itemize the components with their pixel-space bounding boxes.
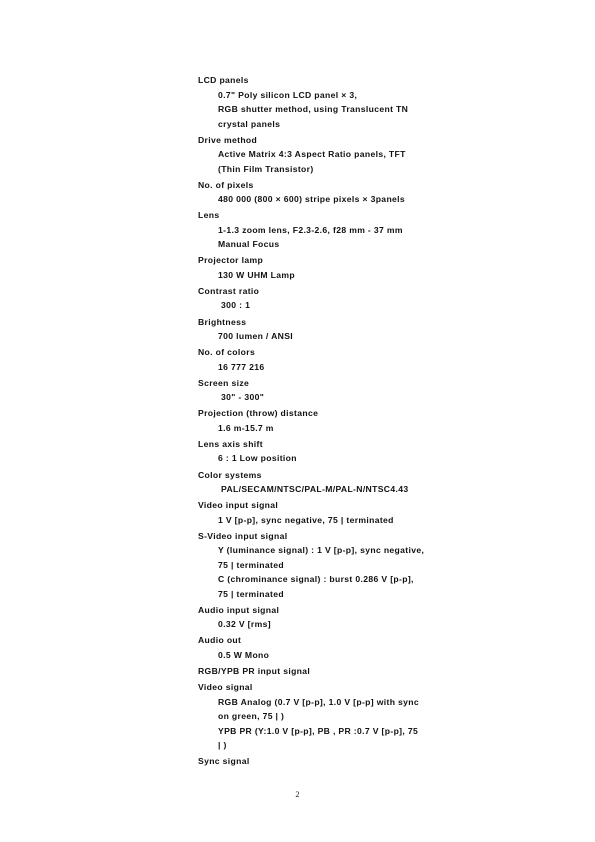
spec-heading: Drive method (198, 134, 258, 145)
spec-value: | ) (218, 740, 227, 751)
spec-value: PAL/SECAM/NTSC/PAL-M/PAL-N/NTSC4.43 (221, 484, 409, 495)
spec-value: 1-1.3 zoom lens, F2.3-2.6, f28 mm - 37 mm (218, 224, 403, 235)
spec-value: 6 : 1 Low position (218, 453, 297, 464)
spec-heading: Color systems (198, 469, 262, 480)
spec-value: 0.32 V [rms] (218, 619, 271, 630)
spec-heading: Sync signal (198, 756, 250, 767)
spec-value: on green, 75 | ) (218, 711, 285, 722)
spec-heading: Lens (198, 210, 220, 221)
spec-value: (Thin Film Transistor) (218, 163, 314, 174)
spec-value: 75 | terminated (218, 559, 284, 570)
spec-value: 16 777 216 (218, 361, 265, 372)
spec-heading: LCD panels (198, 75, 249, 85)
spec-value: 480 000 (800 × 600) stripe pixels × 3panels (218, 194, 406, 205)
page-number: 2 (295, 789, 300, 799)
spec-value: Y (luminance signal) : 1 V [p-p], sync negative, (218, 545, 425, 556)
spec-heading: RGB/YPB PR input signal (198, 666, 311, 676)
spec-heading: Video signal (198, 682, 253, 693)
spec-value: Active Matrix 4:3 Aspect Ratio panels, TFT (218, 149, 406, 160)
spec-heading: Lens axis shift (198, 438, 263, 449)
spec-heading: No. of colors (198, 347, 256, 358)
spec-value: 75 | terminated (218, 588, 284, 599)
spec-heading: Brightness (198, 316, 247, 327)
spec-heading: Contrast ratio (198, 285, 260, 296)
spec-value: YPB PR (Y:1.0 V [p-p], PB , PR :0.7 V [p-p], 75 (218, 725, 419, 736)
spec-heading: Projector lamp (198, 255, 264, 266)
spec-value: 0.5 W Mono (218, 649, 270, 660)
spec-value: 300 : 1 (221, 300, 251, 311)
spec-value: C (chrominance signal) : burst 0.286 V [p-p], (218, 574, 414, 585)
spec-heading: Projection (throw) distance (198, 408, 319, 419)
spec-heading: Audio out (198, 635, 242, 646)
spec-value: 130 W UHM Lamp (218, 269, 296, 280)
spec-value: 700 lumen / ANSI (218, 331, 294, 342)
spec-value: crystal panels (218, 118, 281, 129)
spec-value: 30" - 300" (221, 392, 265, 403)
spec-value: RGB Analog (0.7 V [p-p], 1.0 V [p-p] with sync (218, 696, 420, 707)
spec-value: Manual Focus (218, 239, 280, 250)
spec-value: 0.7" Poly silicon LCD panel × 3, (218, 89, 358, 100)
spec-value: RGB shutter method, using Translucent TN (218, 104, 409, 114)
spec-heading: Video input signal (198, 500, 279, 511)
spec-value: 1.6 m-15.7 m (218, 422, 274, 433)
spec-heading: Audio input signal (198, 604, 280, 615)
spec-heading: Screen size (198, 377, 250, 388)
spec-heading: S-Video input signal (198, 530, 288, 541)
spec-value: 1 V [p-p], sync negative, 75 | terminated (218, 514, 394, 525)
specification-list (198, 73, 528, 769)
spec-heading: No. of pixels (198, 179, 254, 190)
